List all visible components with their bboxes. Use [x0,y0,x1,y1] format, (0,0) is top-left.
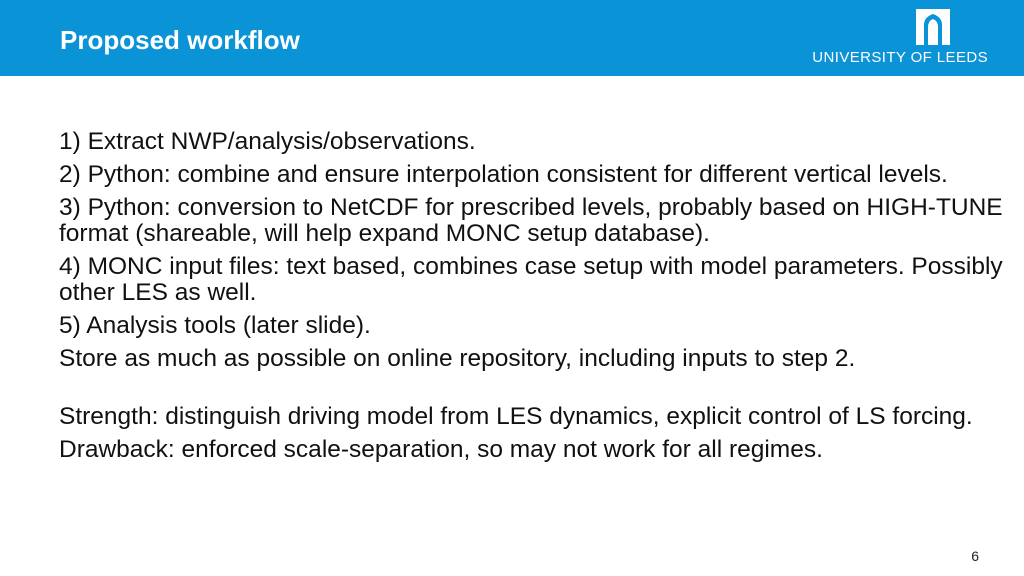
strength-text: Strength: distinguish driving model from LES dynamics, explicit control of LS forcing. [59,403,973,430]
university-emblem-icon [916,9,950,45]
page-number: 6 [971,548,979,564]
list-item: Store as much as possible on online repository, including inputs to step 2. [59,345,856,372]
slide-title: Proposed workflow [60,25,300,55]
list-item: 2) Python: combine and ensure interpolation consistent for different vertical levels. [59,161,948,188]
list-item: 4) MONC input files: text based, combines case setup with model parameters. Possibly other LES as well. [59,253,1003,306]
university-name: UNIVERSITY OF LEEDS [812,49,988,66]
drawback-text: Drawback: enforced scale-separation, so may not work for all regimes. [59,436,823,463]
list-item: 5) Analysis tools (later slide). [59,312,371,339]
slide-body [59,129,1004,470]
spacer [59,379,1004,404]
list-item: 3) Python: conversion to NetCDF for prescribed levels, probably based on HIGH-TUNE format (shareable, will help expand MONC setup database). [59,194,1003,247]
university-logo [792,9,988,69]
header-bar [0,0,1024,76]
list-item: 1) Extract NWP/analysis/observations. [59,128,476,155]
